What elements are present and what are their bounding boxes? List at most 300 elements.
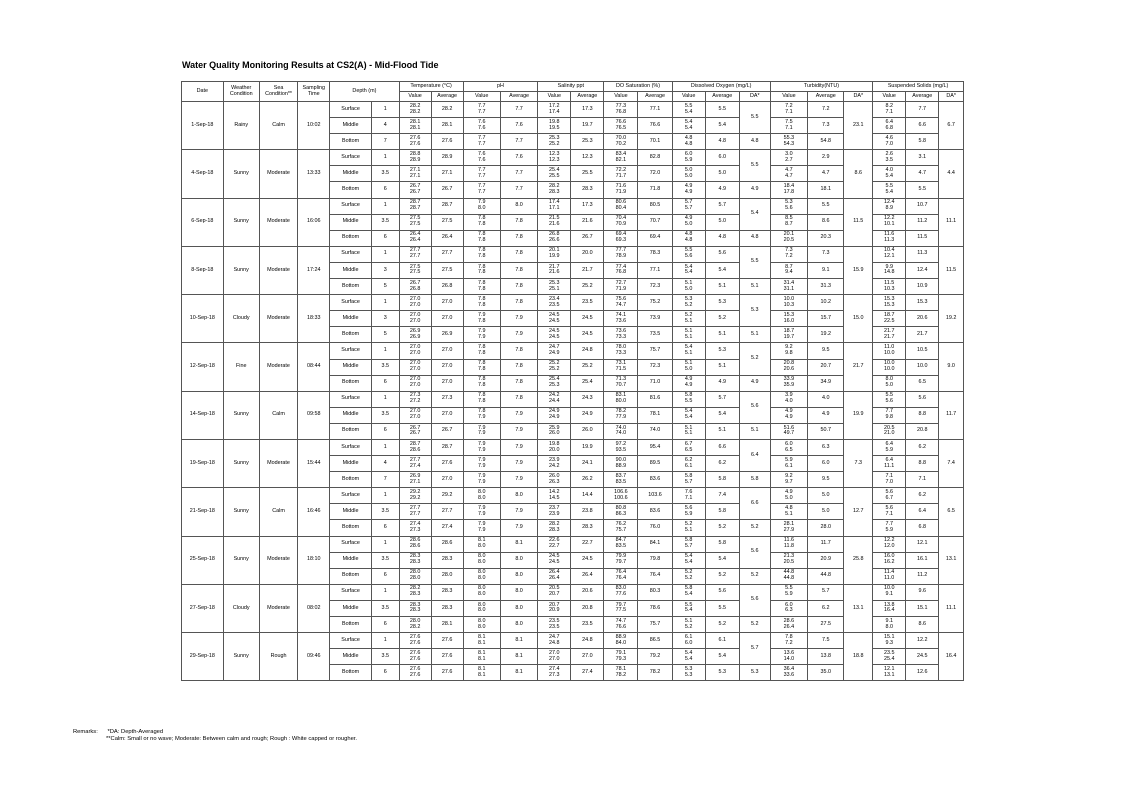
salinity-values-reading: 21.5 xyxy=(549,215,560,222)
turbidity-average: 7.5 xyxy=(808,633,844,649)
subheader-value: Value xyxy=(399,92,431,102)
header-depth: Depth (m) xyxy=(330,82,399,102)
ph-average: 7.7 xyxy=(500,166,537,182)
header-turbidity: Turbidity(NTU) xyxy=(770,82,872,92)
salinity-values-reading: 23.5 xyxy=(549,623,560,630)
turbidity-values xyxy=(770,214,807,230)
salinity-values-reading: 24.9 xyxy=(549,414,560,421)
suspended-solids-values xyxy=(873,504,906,520)
salinity-values-reading: 17.2 xyxy=(549,102,560,109)
depth-value: 3 xyxy=(371,311,399,327)
subheader-da: DA* xyxy=(739,92,770,102)
suspended-solids-values-reading: 10.0 xyxy=(883,366,895,373)
temperature-values-reading: 27.6 xyxy=(409,665,421,672)
salinity-average: 27.4 xyxy=(571,665,604,681)
turbidity-values-reading: 35.9 xyxy=(783,382,795,389)
do-saturation-values xyxy=(604,456,638,472)
suspended-solids-average: 7.7 xyxy=(906,102,939,118)
ph-average: 7.6 xyxy=(500,150,537,166)
ph-average: 7.9 xyxy=(500,327,537,343)
dissolved-oxygen-values-reading: 5.3 xyxy=(684,671,693,678)
suspended-solids-values-reading: 7.7 xyxy=(885,408,893,415)
ph-values-reading: 7.9 xyxy=(477,440,486,447)
dissolved-oxygen-average: 5.4 xyxy=(705,407,739,423)
suspended-solids-values xyxy=(873,488,906,504)
remarks xyxy=(73,729,357,744)
turbidity-average: 27.5 xyxy=(808,617,844,633)
do-saturation-values xyxy=(604,504,638,520)
dissolved-oxygen-average: 5.4 xyxy=(705,118,739,134)
ph-values-reading: 7.8 xyxy=(477,398,486,405)
do-saturation-values-reading: 78.0 xyxy=(615,344,627,351)
turbidity-values-reading: 3.9 xyxy=(785,392,793,399)
suspended-solids-values xyxy=(873,665,906,681)
date-cell: 6-Sep-18 xyxy=(182,198,224,246)
turbidity-da: 18.8 xyxy=(844,633,873,681)
temperature-values xyxy=(399,118,431,134)
dissolved-oxygen-values xyxy=(672,665,705,681)
dissolved-oxygen-values xyxy=(672,102,705,118)
salinity-values-reading: 26.8 xyxy=(549,231,560,238)
remarks-line2: **Calm: Small or no wave; Moderate: Between calm and rough; Rough : White capped or rougher. xyxy=(106,736,358,743)
dissolved-oxygen-values-reading: 5.1 xyxy=(684,279,693,286)
time-cell: 16:46 xyxy=(298,488,330,536)
suspended-solids-values-reading: 11.0 xyxy=(884,344,895,351)
dissolved-oxygen-da: 5.6 xyxy=(739,584,770,616)
suspended-solids-values-reading: 15.1 xyxy=(883,633,895,640)
turbidity-values xyxy=(770,617,807,633)
suspended-solids-values xyxy=(873,118,906,134)
do-saturation-average: 86.5 xyxy=(638,633,672,649)
depth-value: 5 xyxy=(371,279,399,295)
do-saturation-values xyxy=(604,520,638,536)
turbidity-values-reading: 44.8 xyxy=(783,569,795,576)
salinity-values xyxy=(538,230,571,246)
turbidity-values xyxy=(770,311,807,327)
turbidity-values xyxy=(770,279,807,295)
depth-value: 6 xyxy=(371,423,399,439)
do-saturation-values-reading: 71.3 xyxy=(615,376,627,383)
depth-value: 3.5 xyxy=(371,504,399,520)
temperature-values-reading: 28.3 xyxy=(409,553,421,560)
turbidity-average: 4.0 xyxy=(808,391,844,407)
ph-average: 7.8 xyxy=(500,279,537,295)
suspended-solids-da: 13.1 xyxy=(939,536,964,584)
depth-value: 3.5 xyxy=(371,649,399,665)
turbidity-values xyxy=(770,327,807,343)
turbidity-average: 10.2 xyxy=(808,295,844,311)
header-do-saturation: DO Saturation (%) xyxy=(604,82,672,92)
suspended-solids-values xyxy=(873,134,906,150)
salinity-values-reading: 19.5 xyxy=(549,124,560,131)
temperature-values-reading: 27.0 xyxy=(409,382,421,389)
salinity-average: 26.2 xyxy=(571,472,604,488)
temperature-values-reading: 27.7 xyxy=(409,456,421,463)
turbidity-values xyxy=(770,118,807,134)
dissolved-oxygen-values-reading: 5.9 xyxy=(684,510,693,517)
do-saturation-values xyxy=(604,311,638,327)
dissolved-oxygen-average: 5.7 xyxy=(705,198,739,214)
salinity-values-reading: 25.2 xyxy=(549,366,560,373)
ph-values-reading: 7.9 xyxy=(477,504,486,511)
do-saturation-values xyxy=(604,649,638,665)
salinity-values xyxy=(538,472,571,488)
ph-values-reading: 8.0 xyxy=(477,553,486,560)
dissolved-oxygen-values xyxy=(672,279,705,295)
temperature-values xyxy=(399,472,431,488)
suspended-solids-average: 7.1 xyxy=(906,472,939,488)
dissolved-oxygen-average: 5.4 xyxy=(705,262,739,278)
temperature-values xyxy=(399,182,431,198)
table-row xyxy=(182,633,964,649)
depth-level: Surface xyxy=(330,488,372,504)
suspended-solids-values-reading: 7.0 xyxy=(885,478,893,485)
salinity-values xyxy=(538,504,571,520)
dissolved-oxygen-values-reading: 5.1 xyxy=(684,360,693,367)
temperature-values xyxy=(399,343,431,359)
weather-cell: Sunny xyxy=(223,488,259,536)
suspended-solids-average: 24.5 xyxy=(906,649,939,665)
suspended-solids-values xyxy=(873,327,906,343)
ph-values-reading: 7.9 xyxy=(477,446,486,453)
ph-values-reading: 8.0 xyxy=(477,575,486,582)
suspended-solids-values xyxy=(873,584,906,600)
time-cell: 15:44 xyxy=(298,439,330,487)
turbidity-values-reading: 4.9 xyxy=(785,408,793,415)
ph-values-reading: 8.1 xyxy=(477,649,486,656)
temperature-average: 26.4 xyxy=(431,230,463,246)
weather-cell: Sunny xyxy=(223,198,259,246)
dissolved-oxygen-values xyxy=(672,295,705,311)
temperature-values-reading: 27.1 xyxy=(409,172,421,179)
dissolved-oxygen-values xyxy=(672,134,705,150)
turbidity-values xyxy=(770,439,807,455)
subheader-value: Value xyxy=(538,92,571,102)
depth-value: 6 xyxy=(371,182,399,198)
depth-level: Surface xyxy=(330,633,372,649)
turbidity-values xyxy=(770,568,807,584)
turbidity-da: 19.9 xyxy=(844,391,873,439)
salinity-values-reading: 26.3 xyxy=(549,478,560,485)
do-saturation-average: 70.1 xyxy=(638,134,672,150)
dissolved-oxygen-average: 6.0 xyxy=(705,150,739,166)
turbidity-values-reading: 55.3 xyxy=(783,134,795,141)
temperature-values-reading: 27.6 xyxy=(409,134,421,141)
temperature-values-reading: 26.7 xyxy=(409,430,421,437)
dissolved-oxygen-values-reading: 4.9 xyxy=(684,215,693,222)
suspended-solids-values xyxy=(873,166,906,182)
ph-values xyxy=(463,423,500,439)
turbidity-da: 12.7 xyxy=(844,488,873,536)
salinity-average: 24.8 xyxy=(571,343,604,359)
turbidity-da: 15.9 xyxy=(844,246,873,294)
suspended-solids-average: 6.2 xyxy=(906,439,939,455)
salinity-values-reading: 20.5 xyxy=(549,585,560,592)
table-row xyxy=(182,391,964,407)
suspended-solids-average: 10.7 xyxy=(906,198,939,214)
dissolved-oxygen-values-reading: 4.8 xyxy=(684,140,693,147)
ph-average: 7.8 xyxy=(500,214,537,230)
suspended-solids-values-reading: 21.0 xyxy=(883,430,895,437)
salinity-values-reading: 24.8 xyxy=(549,639,560,646)
temperature-values-reading: 27.0 xyxy=(409,317,421,324)
temperature-values xyxy=(399,230,431,246)
do-saturation-average: 78.1 xyxy=(638,407,672,423)
temperature-values xyxy=(399,552,431,568)
suspended-solids-values-reading: 25.4 xyxy=(883,655,895,662)
salinity-values-reading: 24.7 xyxy=(549,344,560,351)
ph-values xyxy=(463,246,500,262)
salinity-values xyxy=(538,617,571,633)
dissolved-oxygen-values-reading: 5.1 xyxy=(684,617,693,624)
salinity-values-reading: 25.3 xyxy=(549,279,560,286)
subheader-average: Average xyxy=(638,92,672,102)
turbidity-da: 13.1 xyxy=(844,584,873,632)
depth-value: 1 xyxy=(371,102,399,118)
do-saturation-values-reading: 70.2 xyxy=(615,140,627,147)
ph-values-reading: 7.7 xyxy=(477,102,486,109)
turbidity-values xyxy=(770,600,807,616)
ph-values xyxy=(463,295,500,311)
depth-value: 1 xyxy=(371,633,399,649)
do-saturation-values xyxy=(604,375,638,391)
subheader-average: Average xyxy=(500,92,537,102)
salinity-values-reading: 17.1 xyxy=(549,205,560,212)
do-saturation-values-reading: 93.5 xyxy=(615,446,627,453)
depth-level: Middle xyxy=(330,649,372,665)
turbidity-values xyxy=(770,536,807,552)
ph-values xyxy=(463,391,500,407)
sea-cell: Moderate xyxy=(259,295,297,343)
turbidity-values-reading: 15.3 xyxy=(783,311,795,318)
suspended-solids-values xyxy=(873,375,906,391)
do-saturation-values-reading: 73.1 xyxy=(615,360,627,367)
ph-values-reading: 7.6 xyxy=(477,156,486,163)
do-saturation-values xyxy=(604,665,638,681)
temperature-values-reading: 27.4 xyxy=(409,462,421,469)
depth-value: 5 xyxy=(371,327,399,343)
turbidity-values-reading: 33.6 xyxy=(783,671,795,678)
turbidity-values-reading: 31.1 xyxy=(783,285,795,292)
ph-values-reading: 7.8 xyxy=(477,408,486,415)
do-saturation-values-reading: 70.7 xyxy=(615,382,627,389)
header-sampling-time: Sampling Time xyxy=(298,82,330,102)
turbidity-values xyxy=(770,262,807,278)
water-quality-table xyxy=(181,81,964,681)
dissolved-oxygen-values-reading: 4.9 xyxy=(684,382,693,389)
do-saturation-values-reading: 84.0 xyxy=(615,639,627,646)
do-saturation-values-reading: 79.7 xyxy=(615,601,627,608)
suspended-solids-average: 4.7 xyxy=(906,166,939,182)
temperature-values-reading: 27.5 xyxy=(409,215,421,222)
suspended-solids-values-reading: 23.5 xyxy=(883,649,895,656)
do-saturation-average: 95.4 xyxy=(638,439,672,455)
ph-values-reading: 8.1 xyxy=(477,655,486,662)
ph-values-reading: 7.8 xyxy=(477,301,486,308)
do-saturation-values xyxy=(604,262,638,278)
temperature-values-reading: 27.3 xyxy=(409,392,421,399)
salinity-values xyxy=(538,102,571,118)
salinity-values-reading: 26.4 xyxy=(549,569,560,576)
salinity-values-reading: 24.2 xyxy=(549,392,560,399)
do-saturation-values-reading: 77.6 xyxy=(615,591,627,598)
ph-average: 7.8 xyxy=(500,375,537,391)
temperature-values-reading: 27.6 xyxy=(409,655,421,662)
temperature-values-reading: 27.0 xyxy=(409,366,421,373)
suspended-solids-values xyxy=(873,600,906,616)
salinity-values xyxy=(538,600,571,616)
time-cell: 17:24 xyxy=(298,246,330,294)
suspended-solids-average: 15.1 xyxy=(906,600,939,616)
do-saturation-values xyxy=(604,617,638,633)
depth-value: 1 xyxy=(371,391,399,407)
depth-value: 1 xyxy=(371,488,399,504)
salinity-values-reading: 20.9 xyxy=(549,607,560,614)
ph-values-reading: 8.0 xyxy=(477,591,486,598)
sea-cell: Moderate xyxy=(259,439,297,487)
table-row xyxy=(182,439,964,455)
ph-values-reading: 7.8 xyxy=(477,253,486,260)
dissolved-oxygen-values-reading: 5.4 xyxy=(684,559,693,566)
turbidity-values-reading: 13.6 xyxy=(783,649,795,656)
ph-average: 8.1 xyxy=(500,649,537,665)
suspended-solids-values-reading: 15.3 xyxy=(883,301,895,308)
turbidity-average: 35.0 xyxy=(808,665,844,681)
suspended-solids-values-reading: 13.1 xyxy=(883,671,895,678)
table-row xyxy=(182,536,964,552)
ph-values-reading: 7.8 xyxy=(477,221,486,228)
suspended-solids-values xyxy=(873,472,906,488)
ph-average: 8.1 xyxy=(500,665,537,681)
turbidity-average: 20.9 xyxy=(808,552,844,568)
ph-values-reading: 7.9 xyxy=(477,430,486,437)
salinity-average: 26.0 xyxy=(571,423,604,439)
dissolved-oxygen-values-reading: 5.2 xyxy=(684,575,693,582)
suspended-solids-values-reading: 6.4 xyxy=(885,456,893,463)
temperature-values-reading: 27.7 xyxy=(409,510,421,517)
turbidity-average: 11.7 xyxy=(808,536,844,552)
temperature-values xyxy=(399,134,431,150)
turbidity-values xyxy=(770,359,807,375)
header-salinity: Salinity ppt xyxy=(538,82,604,92)
temperature-values-reading: 27.1 xyxy=(409,167,421,174)
temperature-values-reading: 27.6 xyxy=(409,639,421,646)
turbidity-average: 4.7 xyxy=(808,166,844,182)
ph-values-reading: 7.8 xyxy=(477,215,486,222)
turbidity-average: 4.9 xyxy=(808,407,844,423)
do-saturation-values xyxy=(604,150,638,166)
weather-cell: Cloudy xyxy=(223,295,259,343)
temperature-values-reading: 26.9 xyxy=(409,333,421,340)
dissolved-oxygen-values-reading: 5.0 xyxy=(684,285,693,292)
ph-values-reading: 8.0 xyxy=(477,559,486,566)
turbidity-values-reading: 11.6 xyxy=(783,537,794,544)
salinity-values xyxy=(538,246,571,262)
salinity-values-reading: 22.6 xyxy=(549,537,560,544)
ph-values-reading: 7.8 xyxy=(477,269,486,276)
suspended-solids-values-reading: 13.8 xyxy=(883,601,895,608)
ph-values-reading: 7.7 xyxy=(477,189,486,196)
suspended-solids-values xyxy=(873,552,906,568)
time-cell: 16:06 xyxy=(298,198,330,246)
temperature-values-reading: 28.6 xyxy=(409,543,421,550)
salinity-values-reading: 25.3 xyxy=(549,382,560,389)
dissolved-oxygen-average: 5.6 xyxy=(705,584,739,600)
do-saturation-values-reading: 78.1 xyxy=(615,665,627,672)
salinity-values-reading: 25.1 xyxy=(549,285,560,292)
ph-values-reading: 7.9 xyxy=(477,478,486,485)
turbidity-average: 8.6 xyxy=(808,214,844,230)
ph-values-reading: 7.9 xyxy=(477,327,486,334)
temperature-values-reading: 27.0 xyxy=(409,408,421,415)
depth-level: Middle xyxy=(330,214,372,230)
ph-values-reading: 8.0 xyxy=(477,488,486,495)
temperature-values-reading: 26.7 xyxy=(409,183,421,190)
salinity-values-reading: 25.3 xyxy=(549,134,560,141)
dissolved-oxygen-da: 5.6 xyxy=(739,391,770,423)
do-saturation-values-reading: 76.4 xyxy=(615,569,627,576)
depth-value: 4 xyxy=(371,456,399,472)
dissolved-oxygen-da: 5.3 xyxy=(739,295,770,327)
suspended-solids-values xyxy=(873,423,906,439)
suspended-solids-values xyxy=(873,198,906,214)
suspended-solids-da: 19.2 xyxy=(939,295,964,343)
suspended-solids-values-reading: 7.7 xyxy=(885,521,893,528)
turbidity-values-reading: 10.3 xyxy=(783,301,795,308)
depth-value: 1 xyxy=(371,295,399,311)
do-saturation-values-reading: 71.6 xyxy=(615,183,627,190)
depth-level: Bottom xyxy=(330,423,372,439)
temperature-values xyxy=(399,456,431,472)
salinity-average: 25.4 xyxy=(571,375,604,391)
depth-value: 3.5 xyxy=(371,166,399,182)
turbidity-values xyxy=(770,456,807,472)
do-saturation-values-reading: 76.5 xyxy=(615,124,627,131)
temperature-values-reading: 28.6 xyxy=(409,537,421,544)
do-saturation-values xyxy=(604,600,638,616)
ph-average: 8.0 xyxy=(500,584,537,600)
suspended-solids-values-reading: 5.9 xyxy=(885,446,893,453)
ph-values-reading: 7.8 xyxy=(477,382,486,389)
salinity-values-reading: 20.0 xyxy=(549,446,560,453)
ph-values-reading: 7.8 xyxy=(477,392,486,399)
suspended-solids-values xyxy=(873,214,906,230)
salinity-values-reading: 25.5 xyxy=(549,172,560,179)
turbidity-average: 7.2 xyxy=(808,102,844,118)
do-saturation-values xyxy=(604,246,638,262)
temperature-values-reading: 27.0 xyxy=(409,311,421,318)
temperature-values xyxy=(399,246,431,262)
salinity-values xyxy=(538,166,571,182)
depth-value: 7 xyxy=(371,134,399,150)
turbidity-average: 9.5 xyxy=(808,472,844,488)
ph-values-reading: 8.1 xyxy=(477,633,486,640)
dissolved-oxygen-values xyxy=(672,343,705,359)
suspended-solids-values xyxy=(873,456,906,472)
dissolved-oxygen-values-reading: 5.7 xyxy=(684,543,693,550)
dissolved-oxygen-values xyxy=(672,488,705,504)
dissolved-oxygen-da: 5.3 xyxy=(739,665,770,681)
turbidity-values-reading: 7.1 xyxy=(785,124,793,131)
header-date: Date xyxy=(182,82,224,102)
time-cell: 09:58 xyxy=(298,391,330,439)
dissolved-oxygen-values xyxy=(672,246,705,262)
do-saturation-average: 79.8 xyxy=(638,552,672,568)
ph-values-reading: 7.9 xyxy=(477,526,486,533)
turbidity-values-reading: 6.0 xyxy=(785,440,793,447)
do-saturation-values-reading: 71.5 xyxy=(615,366,627,373)
salinity-values-reading: 24.5 xyxy=(549,553,560,560)
